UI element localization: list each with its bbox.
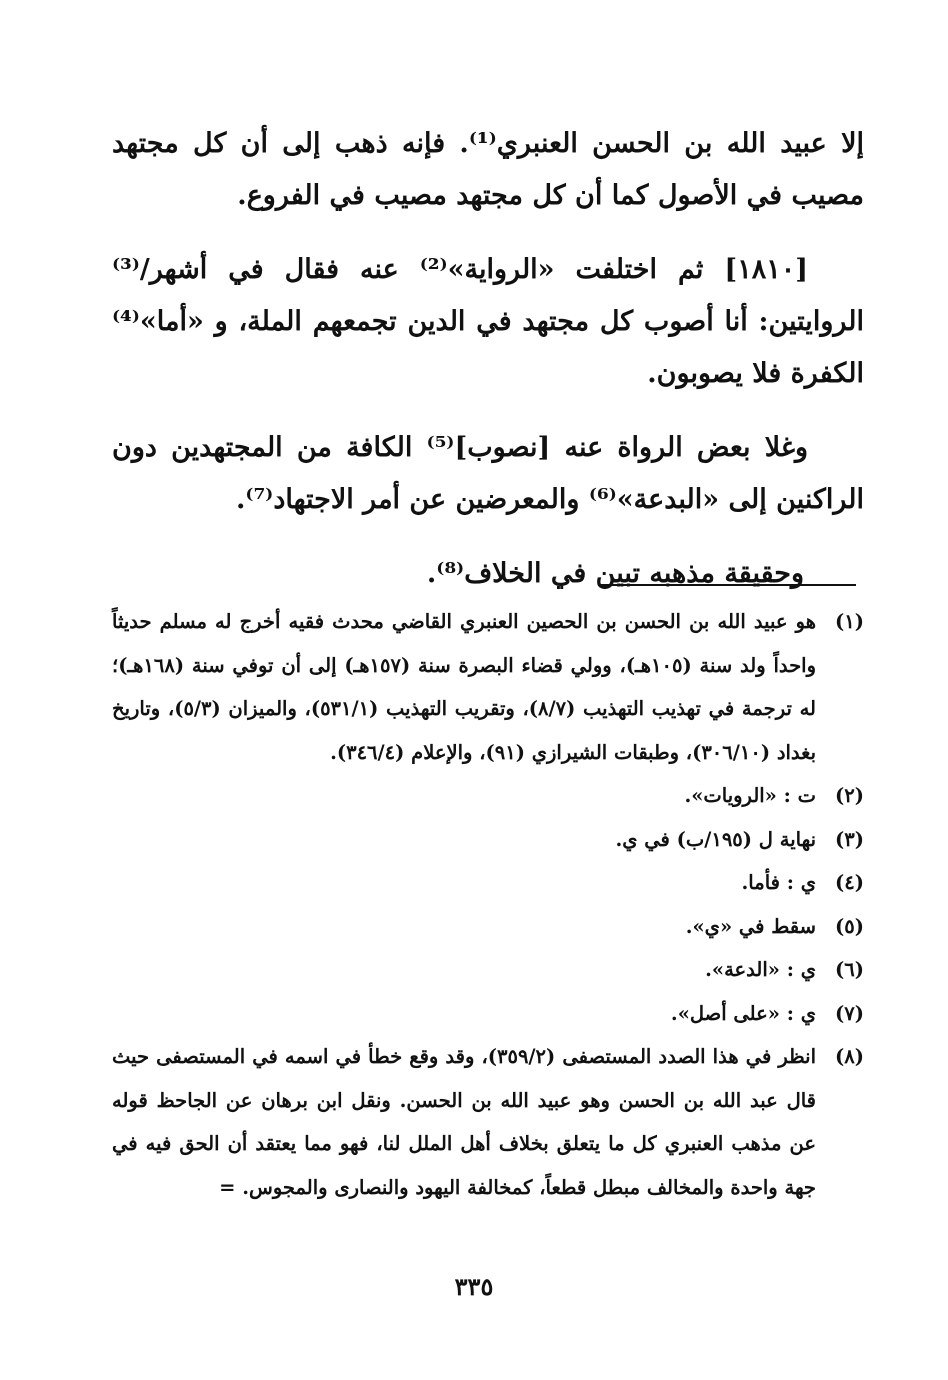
footnote-1 [112, 600, 864, 774]
footnote-number: (٥) [835, 914, 864, 938]
footnote-5 [112, 905, 864, 949]
paragraph-1: إلا عبيد الله بن الحسن العنبري⁽¹⁾. فإنه ذهب إلى أن كل مجتهد مصيب في الأصول كما أن كل مجتهد مصيب في الفروع. [112, 128, 865, 211]
footnote-divider [598, 584, 856, 586]
footnote-number: (٣) [835, 827, 864, 851]
footnote-6 [112, 948, 864, 992]
footnote-3 [112, 818, 864, 862]
footnote-text: هو عبيد الله بن الحسن بن الحصين العنبري القاضي محدث فقيه أخرج له مسلم حديثاً واحداً ولد سنة (١٠٥هـ)، وولي قضاء البصرة سنة (١٥٧هـ) إلى أن توفي سنة (١٦٨هـ)؛ له ترجمة في تهذيب التهذيب (٨/٧)، وتقريب التهذيب (٥٣١/١)، والميزان (٥/٣)، وتاريخ بغداد (٣٠٦/١٠)، وطبقات الشيرازي (٩١)، والإعلام (٣٤٦/٤). [112, 610, 816, 764]
footnote-2 [112, 774, 864, 818]
footnote-number: (٢) [835, 784, 864, 807]
page-number: ٣٣٥ [454, 1272, 494, 1301]
footnote-text: سقط في «ي». [685, 914, 816, 938]
footnote-number: (٦) [835, 958, 864, 981]
footnote-number: (٧) [835, 1001, 864, 1025]
main-text [112, 118, 864, 622]
footnote-7 [112, 992, 864, 1036]
footnotes [112, 600, 864, 1209]
footnote-8 [112, 1035, 864, 1209]
paragraph-4: وحقيقة مذهبه تبين في الخلاف⁽⁸⁾. [426, 558, 804, 589]
footnote-text: ي : «على أصل». [670, 1001, 816, 1025]
footnote-text: انظر في هذا الصدد المستصفى (٣٥٩/٢)، وقد وقع خطأ في اسمه في المستصفى حيث قال عبد الله بن الحسن وهو عبيد الله بن الحسن. ونقل ابن برهان عن الجاحظ قوله عن مذهب العنبري كل ما يتعلق بخلاف أهل الملل لنا، فهو مما يعتقد أن الحق فيه في جهة واحدة والمخالف مبطل قطعاً، كمخالفة اليهود والنصارى والمجوس. = [112, 1045, 816, 1199]
footnote-text: ت : «الرويات». [684, 784, 816, 807]
footnote-number: (٨) [835, 1045, 864, 1068]
footnote-number: (٤) [835, 871, 864, 894]
footnote-number: (١) [835, 610, 864, 633]
footnote-4 [112, 861, 864, 905]
paragraph-2: [١٨١٠] ثم اختلفت «الرواية»⁽²⁾ عنه فقال في أشهر/⁽³⁾ الروايتين: أنا أصوب كل مجتهد في الدين تجمعهم الملة، و «أما»⁽⁴⁾ الكفرة فلا يصوبون. [112, 254, 864, 389]
footnote-text: ي : فأما. [741, 871, 816, 894]
footnote-text: نهاية ل (١٩٥/ب) في ي. [615, 827, 816, 851]
paragraph-3: وغلا بعض الرواة عنه [نصوب]⁽⁵⁾ الكافة من المجتهدين دون الراكنين إلى «البدعة»⁽⁶⁾ والمعرضين عن أمر الاجتهاد⁽⁷⁾. [112, 432, 864, 515]
footnote-text: ي : «الدعة». [705, 958, 816, 981]
